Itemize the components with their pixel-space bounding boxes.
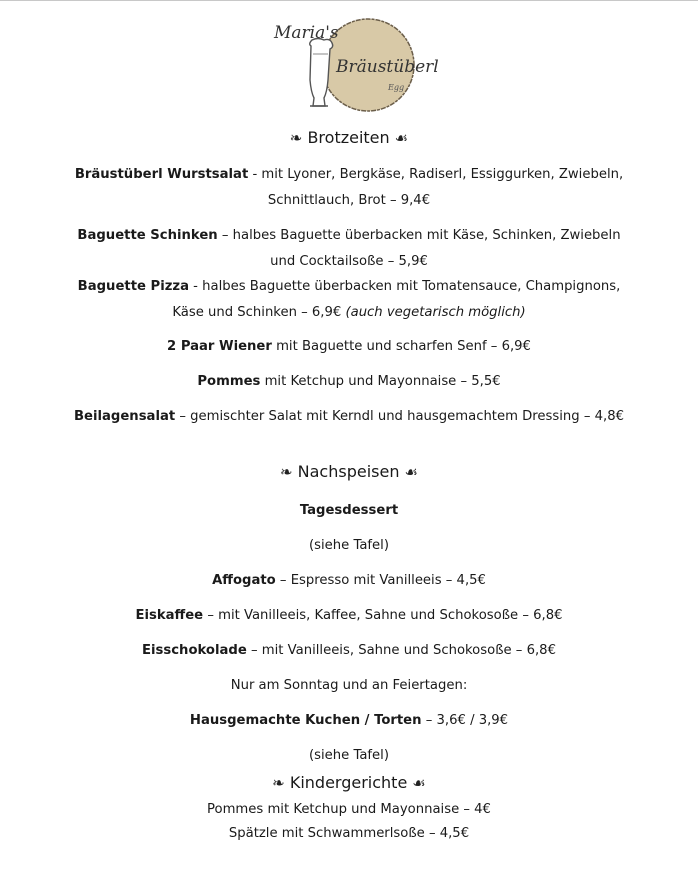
menu-item-eisschokolade bbox=[0, 642, 698, 660]
item-name: Beilagensalat bbox=[73, 409, 176, 424]
menu-item-tagesdessert bbox=[0, 502, 698, 520]
logo-script-main: Bräustüberl bbox=[336, 57, 439, 77]
logo-script-top: Maria's bbox=[274, 23, 339, 43]
heading-text: Nachspeisen bbox=[297, 462, 400, 481]
item-desc: – gemischter Salat mit Kerndl und hausgemachtem Dressing – 4,8€ bbox=[175, 409, 624, 424]
ornament-right-icon: ☙ bbox=[412, 774, 426, 792]
menu-item-kinder-spaetzle bbox=[0, 825, 698, 843]
menu-item-wurstsalat bbox=[0, 166, 698, 184]
menu-item-wurstsalat-cont bbox=[0, 192, 698, 210]
item-name: Eiskaffee bbox=[135, 608, 204, 623]
heading-text: Brotzeiten bbox=[307, 128, 390, 147]
menu-item-beilagensalat bbox=[0, 408, 698, 426]
item-name: Hausgemachte Kuchen / Torten bbox=[189, 713, 422, 728]
item-name: Bräustüberl Wurstsalat bbox=[74, 167, 249, 182]
brand-logo bbox=[268, 10, 448, 120]
sonntag-note bbox=[0, 677, 698, 695]
item-note: (auch vegetarisch möglich) bbox=[345, 305, 526, 320]
logo-script-small: Egg bbox=[388, 83, 405, 92]
item-name: Affogato bbox=[212, 573, 276, 588]
section-heading-kindergerichte bbox=[0, 773, 698, 793]
item-name: Baguette Schinken bbox=[77, 228, 218, 243]
item-desc: mit Ketchup und Mayonnaise – 5,5€ bbox=[260, 374, 501, 389]
top-divider bbox=[0, 0, 698, 1]
menu-item-wiener bbox=[0, 338, 698, 356]
item-desc: Pommes mit Ketchup und Mayonnaise – 4€ bbox=[207, 802, 491, 817]
menu-item-baguette-schinken bbox=[0, 227, 698, 245]
item-desc: mit Baguette und scharfen Senf – 6,9€ bbox=[271, 339, 531, 354]
menu-item-kinder-pommes bbox=[0, 801, 698, 819]
ornament-left-icon: ❧ bbox=[289, 129, 303, 147]
item-name: 2 Paar Wiener bbox=[167, 339, 272, 354]
ornament-right-icon: ☙ bbox=[394, 129, 409, 147]
note-text: (siehe Tafel) bbox=[309, 538, 389, 553]
item-desc: – halbes Baguette überbacken mit Käse, Schinken, Zwiebeln bbox=[217, 228, 621, 243]
item-desc: Schnittlauch, Brot – 9,4€ bbox=[267, 193, 431, 208]
section-heading-nachspeisen bbox=[0, 462, 698, 482]
section-heading-brotzeiten bbox=[0, 128, 698, 148]
item-desc: - halbes Baguette überbacken mit Tomatensauce, Champignons, bbox=[188, 279, 621, 294]
item-name: Pommes bbox=[197, 374, 261, 389]
item-desc: – mit Vanilleeis, Kaffee, Sahne und Schokosoße – 6,8€ bbox=[203, 608, 563, 623]
menu-item-baguette-pizza-cont bbox=[0, 304, 698, 322]
menu-item-baguette-schinken-cont bbox=[0, 253, 698, 271]
item-name: Baguette Pizza bbox=[77, 279, 189, 294]
menu-item-pommes bbox=[0, 373, 698, 391]
ornament-right-icon: ☙ bbox=[404, 463, 419, 481]
item-desc: – mit Vanilleeis, Sahne und Schokosoße – 6,8€ bbox=[246, 643, 556, 658]
menu-item-kuchen bbox=[0, 712, 698, 730]
heading-text: Kindergerichte bbox=[289, 773, 408, 792]
item-desc: – Espresso mit Vanilleeis – 4,5€ bbox=[275, 573, 486, 588]
item-desc: Spätzle mit Schwammerlsoße – 4,5€ bbox=[228, 826, 470, 841]
menu-item-eiskaffee bbox=[0, 607, 698, 625]
item-desc: - mit Lyoner, Bergkäse, Radiserl, Essiggurken, Zwiebeln, bbox=[248, 167, 624, 182]
item-desc: – 3,6€ / 3,9€ bbox=[421, 713, 509, 728]
item-name: Tagesdessert bbox=[299, 503, 399, 518]
siehe-tafel-note-2 bbox=[0, 747, 698, 765]
ornament-left-icon: ❧ bbox=[279, 463, 293, 481]
item-desc: und Cocktailsoße – 5,9€ bbox=[270, 254, 428, 269]
note-text: (siehe Tafel) bbox=[309, 748, 389, 763]
item-name: Eisschokolade bbox=[142, 643, 247, 658]
siehe-tafel-note bbox=[0, 537, 698, 555]
note-text: Nur am Sonntag und an Feiertagen: bbox=[230, 678, 468, 693]
menu-item-affogato bbox=[0, 572, 698, 590]
menu-item-baguette-pizza bbox=[0, 278, 698, 296]
ornament-left-icon: ❧ bbox=[272, 774, 285, 792]
item-desc: Käse und Schinken – 6,9€ bbox=[172, 305, 346, 320]
